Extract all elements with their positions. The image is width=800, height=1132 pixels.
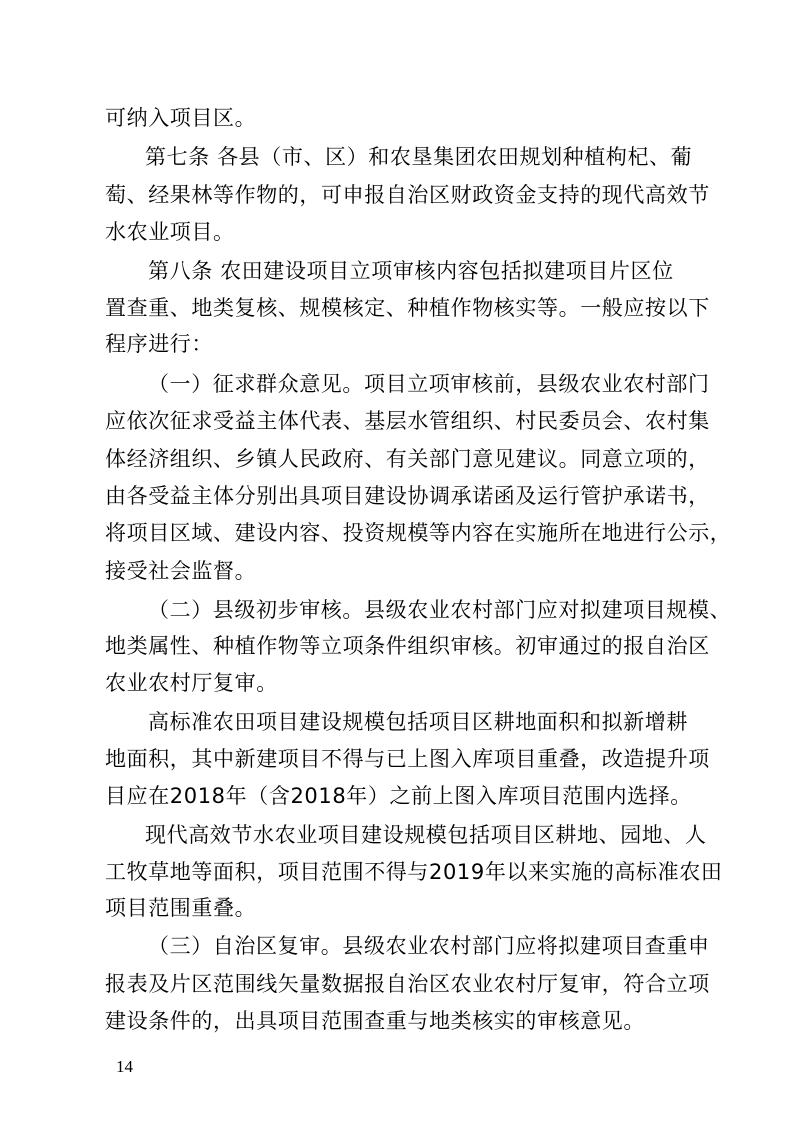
text-line-5: 第八条 农田建设项目立项审核内容包括拟建项目片区位 (148, 259, 674, 283)
text-line-11: 由各受益主体分别出具项目建设协调承诺函及运行管护承诺书， (105, 484, 710, 508)
text-line-23: （三）自治区复审。县级农业农村部门应将拟建项目查重申 (148, 934, 710, 958)
text-line-19: 目应在2018年（含2018年）之前上图入库项目范围内选择。 (105, 784, 692, 808)
text-line-24: 报表及片区范围线矢量数据报自治区农业农村厅复审，符合立项 (105, 972, 710, 996)
text-line-20: 现代高效节水农业项目建设规模包括项目区耕地、园地、人 (145, 823, 707, 847)
text-line-25: 建设条件的，出具项目范围查重与地类核实的审核意见。 (105, 1009, 645, 1033)
text-line-13: 接受社会监督。 (105, 559, 257, 583)
text-line-16: 农业农村厅复审。 (105, 671, 278, 695)
text-line-14: （二）县级初步审核。县级农业农村部门应对拟建项目规模、 (148, 598, 732, 622)
text-line-7: 程序进行： (105, 332, 213, 356)
text-line-8: （一）征求群众意见。项目立项审核前，县级农业农村部门 (148, 372, 710, 396)
text-line-9: 应依次征求受益主体代表、基层水管组织、村民委员会、农村集 (105, 409, 710, 433)
text-line-6: 置查重、地类复核、规模核定、种植作物核实等。一般应按以下 (105, 296, 710, 320)
text-line-4: 水农业项目。 (105, 220, 235, 244)
text-line-1: 可纳入项目区。 (105, 106, 257, 130)
text-line-15: 地类属性、种植作物等立项条件组织审核。初审通过的报自治区 (105, 634, 710, 658)
text-line-22: 项目范围重叠。 (105, 896, 257, 920)
text-line-2: 第七条 各县（市、区）和农垦集团农田规划种植枸杞、葡 (145, 145, 693, 169)
page-number: 14 (116, 1057, 133, 1076)
text-line-21: 工牧草地等面积，项目范围不得与2019年以来实施的高标准农田 (105, 860, 723, 884)
text-line-3: 萄、经果林等作物的，可申报自治区财政资金支持的现代高效节 (105, 183, 710, 207)
text-line-17: 高标准农田项目建设规模包括项目区耕地面积和拟新增耕 (148, 710, 688, 734)
text-line-18: 地面积，其中新建项目不得与已上图入库项目重叠，改造提升项 (105, 747, 710, 771)
text-line-10: 体经济组织、乡镇人民政府、有关部门意见建议。同意立项的， (105, 447, 710, 471)
text-line-12: 将项目区域、建设内容、投资规模等内容在实施所在地进行公示， (105, 521, 732, 545)
